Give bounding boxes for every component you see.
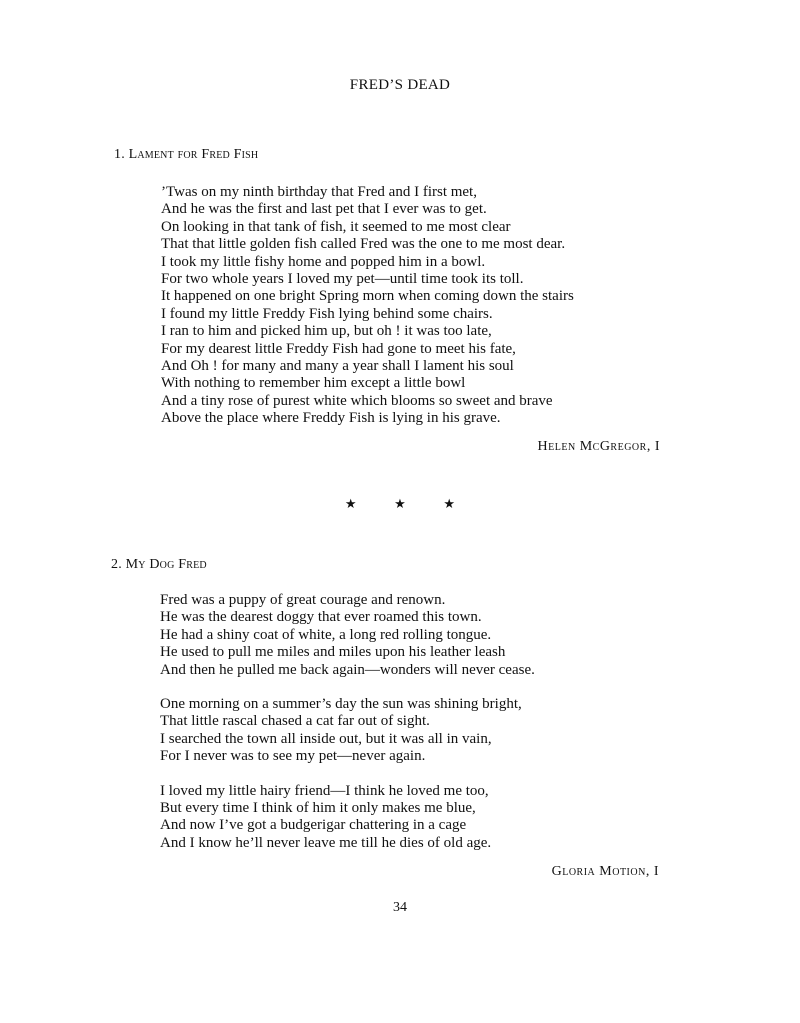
poem-line: I searched the town all inside out, but it was all in vain,: [160, 730, 492, 747]
poem-2-body: [160, 592, 535, 852]
section-separator: [0, 496, 800, 512]
poem-line: ’Twas on my ninth birthday that Fred and I first met,: [161, 184, 477, 200]
poem-line: He had a shiny coat of white, a long red rolling tongue.: [160, 626, 492, 643]
star-icon: ★: [344, 496, 357, 511]
poem-line: On looking in that tank of fish, it seemed to me most clear: [161, 218, 511, 235]
star-icon: ★: [443, 496, 456, 511]
poem-line: And Oh ! for many and many a year shall I lament his soul: [161, 358, 514, 375]
poem-1-author: Helen McGregor, I: [537, 439, 660, 454]
poem-line: But every time I think of him it only makes me blue,: [160, 800, 476, 817]
page-title: FRED’S DEAD: [349, 77, 451, 93]
poem-line: And now I’ve got a budgerigar chattering in a cage: [160, 817, 467, 834]
poem-line: One morning on a summer’s day the sun was shining bright,: [160, 696, 522, 713]
poem-line: That little rascal chased a cat far out of sight.: [160, 713, 430, 730]
poem-line: I found my little Freddy Fish lying behind some chairs.: [161, 305, 493, 322]
poem-line: I took my little fishy home and popped him in a bowl.: [161, 253, 486, 270]
poem-1-heading: 1. Lament for Fred Fish: [114, 147, 259, 162]
poem-2-heading: 2. My Dog Fred: [111, 557, 207, 572]
poem-line: And he was the first and last pet that I ever was to get.: [161, 201, 487, 218]
poem-line: That that little golden fish called Fred was the one to me most dear.: [161, 236, 566, 253]
poem-line: Fred was a puppy of great courage and renown.: [160, 592, 446, 608]
page-number: 34: [393, 900, 407, 915]
poem-line: It happened on one bright Spring morn when coming down the stairs: [161, 288, 574, 305]
poem-line: I loved my little hairy friend—I think he loved me too,: [160, 782, 489, 799]
poem-stanza: [160, 592, 535, 679]
poem-stanza: [160, 783, 535, 853]
star-icon: ★: [394, 496, 406, 511]
poem-line: For my dearest little Freddy Fish had gone to meet his fate,: [161, 340, 516, 357]
poem-line: I ran to him and picked him up, but oh ! it was too late,: [161, 323, 492, 340]
poem-line: For I never was to see my pet—never again.: [160, 748, 426, 765]
poem-stanza: [160, 696, 535, 766]
poem-line: For two whole years I loved my pet—until time took its toll.: [161, 271, 524, 288]
poem-line: With nothing to remember him except a little bowl: [161, 375, 466, 392]
poem-line: And then he pulled me back again—wonders will never cease.: [160, 661, 535, 678]
poem-line: Above the place where Freddy Fish is lying in his grave.: [161, 410, 501, 427]
poem-1-body: [161, 184, 574, 428]
poem-line: And I know he’ll never leave me till he dies of old age.: [160, 834, 492, 851]
poem-line: And a tiny rose of purest white which blooms so sweet and brave: [161, 392, 553, 409]
poem-line: He was the dearest doggy that ever roamed this town.: [160, 609, 482, 626]
poem-2-author: Gloria Motion, I: [551, 864, 659, 879]
poem-line: He used to pull me miles and miles upon his leather leash: [160, 644, 506, 661]
